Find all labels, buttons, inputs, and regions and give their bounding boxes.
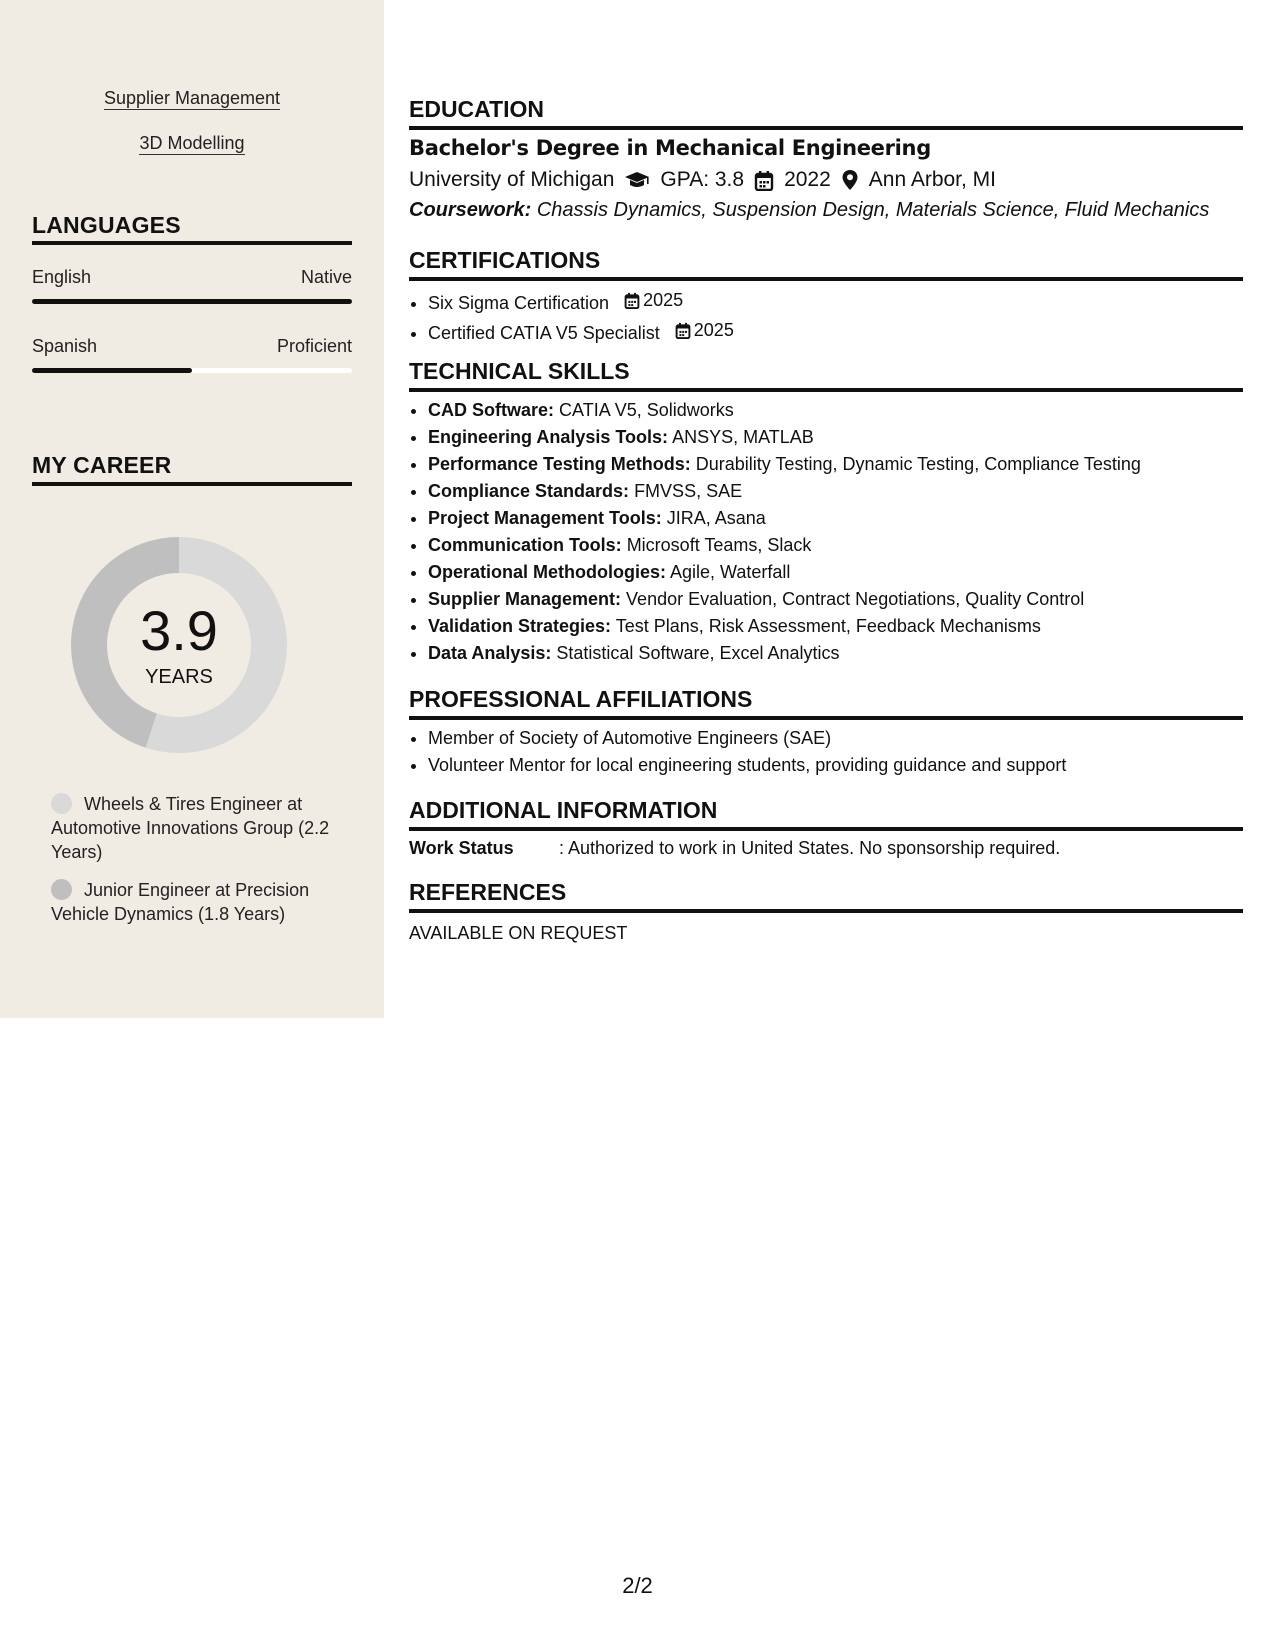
career-rule bbox=[32, 482, 352, 486]
career-total-years: 3.9 bbox=[140, 599, 218, 662]
list-item bbox=[428, 287, 1248, 317]
list-item: • Volunteer Mentor for local engineering students, providing guidance and support bbox=[428, 752, 1248, 779]
skill-label: CAD Software: bbox=[428, 400, 555, 420]
career-entry bbox=[51, 792, 341, 864]
languages-heading: LANGUAGES bbox=[32, 212, 181, 238]
skill-3d-modelling: 3D Modelling bbox=[139, 133, 245, 153]
skill-label: Project Management Tools: bbox=[428, 508, 662, 528]
education-location: Ann Arbor, MI bbox=[868, 168, 997, 191]
map-pin-icon bbox=[841, 169, 859, 191]
skill-value: Test Plans, Risk Assessment, Feedback Mechanisms bbox=[615, 616, 1041, 636]
skill-label: Operational Methodologies: bbox=[428, 562, 667, 582]
affiliations-heading: PROFESSIONAL AFFILIATIONS bbox=[409, 686, 753, 712]
certifications-heading: CERTIFICATIONS bbox=[409, 247, 601, 273]
additional-info-rule bbox=[409, 827, 1243, 831]
calendar-icon bbox=[754, 170, 774, 191]
list-item: • Member of Society of Automotive Engineers (SAE) bbox=[428, 725, 1248, 752]
certification-year bbox=[624, 287, 683, 314]
education-school: University of Michigan bbox=[409, 168, 615, 191]
skill-label: Data Analysis: bbox=[428, 643, 552, 663]
calendar-icon bbox=[675, 322, 691, 339]
language-level: Native bbox=[300, 267, 352, 287]
language-level-bar bbox=[32, 368, 352, 373]
work-status-value: : Authorized to work in United States. No sponsorship required. bbox=[559, 838, 1061, 858]
languages-rule bbox=[32, 241, 352, 245]
technical-skills-rule bbox=[409, 388, 1243, 392]
skill-value: Durability Testing, Dynamic Testing, Compliance Testing bbox=[695, 454, 1141, 474]
career-entry-text: Wheels & Tires Engineer at Automotive Innovations Group (2.2 Years) bbox=[51, 794, 330, 862]
list-item bbox=[428, 532, 1248, 559]
skill-value: CATIA V5, Solidworks bbox=[559, 400, 734, 420]
language-name: Spanish bbox=[32, 336, 98, 356]
page-number: 2/2 bbox=[622, 1573, 653, 1598]
certification-year-text: 2025 bbox=[643, 290, 684, 310]
skill-label: Supplier Management: bbox=[428, 589, 622, 609]
certifications-rule bbox=[409, 277, 1243, 281]
skill-value: Agile, Waterfall bbox=[670, 562, 791, 582]
skill-value: FMVSS, SAE bbox=[634, 481, 743, 501]
certification-year-text: 2025 bbox=[693, 320, 734, 340]
skill-value: Vendor Evaluation, Contract Negotiations, Quality Control bbox=[626, 589, 1085, 609]
skill-value: Microsoft Teams, Slack bbox=[626, 535, 812, 555]
skill-value: ANSYS, MATLAB bbox=[672, 427, 814, 447]
technical-skills-list bbox=[409, 397, 1248, 667]
skill-value: JIRA, Asana bbox=[666, 508, 766, 528]
graduation-cap-icon bbox=[624, 170, 650, 190]
skill-label: Compliance Standards: bbox=[428, 481, 630, 501]
language-level: Proficient bbox=[276, 336, 352, 356]
list-item bbox=[428, 397, 1248, 424]
education-coursework bbox=[409, 199, 1209, 222]
affiliations-rule bbox=[409, 716, 1243, 720]
career-years-unit: YEARS bbox=[145, 666, 213, 688]
affiliations-list bbox=[409, 725, 1248, 779]
skill-label: Performance Testing Methods: bbox=[428, 454, 691, 474]
references-text: AVAILABLE ON REQUEST bbox=[409, 923, 628, 943]
list-item bbox=[428, 640, 1248, 667]
education-rule bbox=[409, 126, 1243, 130]
list-item bbox=[428, 317, 1248, 347]
language-name: English bbox=[32, 267, 92, 287]
skill-label: Communication Tools: bbox=[428, 535, 622, 555]
list-item bbox=[428, 451, 1248, 478]
list-item bbox=[428, 424, 1248, 451]
skill-value: Statistical Software, Excel Analytics bbox=[556, 643, 840, 663]
references-heading: REFERENCES bbox=[409, 879, 567, 905]
education-year: 2022 bbox=[784, 168, 831, 191]
language-row bbox=[32, 267, 352, 288]
skill-supplier-management: Supplier Management bbox=[103, 88, 281, 108]
skill-label: Engineering Analysis Tools: bbox=[428, 427, 669, 447]
list-item bbox=[428, 613, 1248, 640]
list-item bbox=[428, 586, 1248, 613]
calendar-icon bbox=[624, 292, 640, 309]
list-item bbox=[428, 559, 1248, 586]
language-row bbox=[32, 336, 352, 357]
certification-year bbox=[675, 317, 734, 344]
certifications-list bbox=[409, 287, 1248, 347]
skill-label: Validation Strategies: bbox=[428, 616, 612, 636]
work-status-label: Work Status bbox=[409, 838, 514, 858]
work-status bbox=[409, 838, 1060, 859]
career-entry-text: Junior Engineer at Precision Vehicle Dynamics (1.8 Years) bbox=[51, 880, 310, 924]
career-heading: MY CAREER bbox=[32, 452, 172, 478]
career-entry bbox=[51, 878, 341, 926]
education-degree: Bachelor's Degree in Mechanical Engineering bbox=[409, 136, 931, 160]
list-item bbox=[428, 505, 1248, 532]
certification-name: Certified CATIA V5 Specialist bbox=[428, 323, 660, 343]
list-item bbox=[428, 478, 1248, 505]
references-rule bbox=[409, 909, 1243, 913]
technical-skills-heading: TECHNICAL SKILLS bbox=[409, 358, 630, 384]
career-legend-dot bbox=[51, 879, 72, 900]
coursework-label: Coursework: bbox=[409, 199, 532, 221]
career-legend-dot bbox=[51, 793, 72, 814]
coursework-list: Chassis Dynamics, Suspension Design, Materials Science, Fluid Mechanics bbox=[536, 199, 1210, 221]
language-level-bar bbox=[32, 299, 352, 304]
education-gpa: GPA: 3.8 bbox=[660, 168, 745, 191]
education-heading: EDUCATION bbox=[409, 96, 545, 122]
language-level-fill bbox=[32, 368, 192, 373]
certification-name: Six Sigma Certification bbox=[428, 293, 610, 313]
additional-info-heading: ADDITIONAL INFORMATION bbox=[409, 797, 718, 823]
education-details bbox=[409, 168, 996, 192]
language-level-fill bbox=[32, 299, 352, 304]
